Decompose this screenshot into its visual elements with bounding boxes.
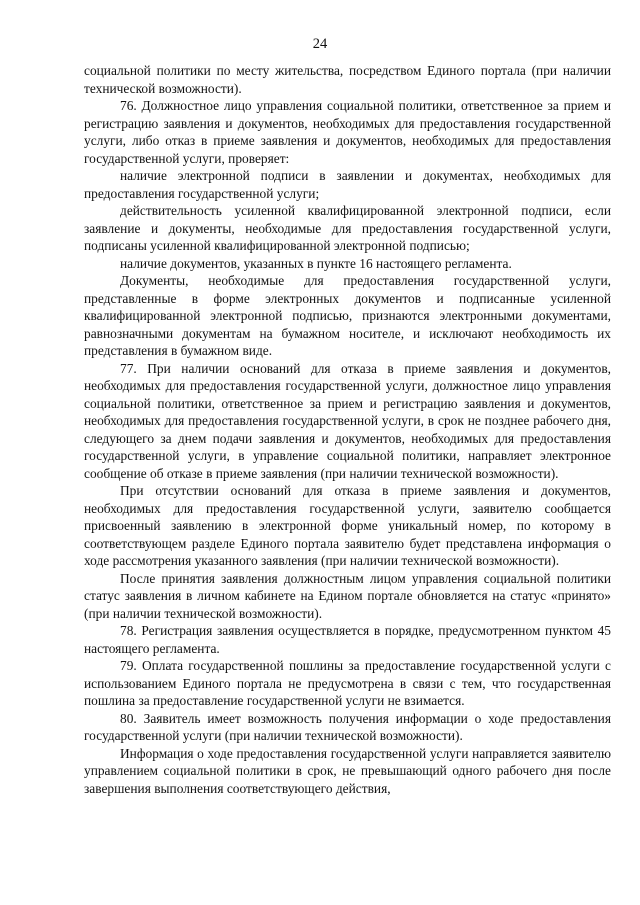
paragraph-76: 76. Должностное лицо управления социальной политики, ответственное за прием и регистрацию заявления и документов, необходимых для предоставления государственной услуги, либо отказ в приеме заявления и документов, необходимых для предоставления государственной услуги, проверяет: [84,98,611,166]
paragraph-check-signature: наличие электронной подписи в заявлении и документах, необходимых для предоставления государственной услуги; [84,168,611,201]
paragraph-80: 80. Заявитель имеет возможность получения информации о ходе предоставления государственной услуги (при наличии технической возможности). [84,710,611,743]
paragraph-77: 77. При наличии оснований для отказа в приеме заявления и документов, необходимых для предоставления государственной услуги, должностное лицо управления социальной политики, ответственное за прием и регистрацию заявления и документов, необходимых для предоставления государственной услуги, в срок не позднее рабочего дня, следующего за днем подачи заявления и документов, необходимых для предоставления государственной услуги, в управление социальной политики, направляет электронное сообщение об отказе в приеме заявления (при наличии технической возможности). [84,360,611,481]
page-number: 24 [312,36,328,52]
paragraph-status-accepted: После принятия заявления должностным лицом управления социальной политики статус заявления в личном кабинете на Едином портале обновляется на статус «принято» (при наличии технической возможности). [84,570,611,621]
paragraph-check-documents: наличие документов, указанных в пункте 16 настоящего регламента. [120,255,512,271]
paragraph-progress-info: Информация о ходе предоставления государственной услуги направляется заявителю управлением социальной политики в срок, не превышающий одного рабочего дня после завершения выполнения соответствующего действия, [84,745,611,796]
paragraph-78: 78. Регистрация заявления осуществляется в порядке, предусмотренном пунктом 45 настоящего регламента. [84,623,611,656]
paragraph-79: 79. Оплата государственной пошлины за предоставление государственной услуги с использованием Единого портала не предусмотрена в связи с тем, что государственная пошлина за предоставление государственной услуги не взимается. [84,658,611,708]
paragraph-electronic-documents: Документы, необходимые для предоставления государственной услуги, представленные в форме электронных документов и подписанные усиленной квалифицированной электронной подписью, признаются электронными документами, равнозначными документам на бумажном носителе, и исключают необходимость их представления в бумажном виде. [84,273,611,358]
paragraph-check-validity: действительность усиленной квалифицированной электронной подписи, если заявление и документы, необходимые для предоставления государственной услуги, подписаны усиленной квалифицированной электронной подписью; [84,203,611,253]
document-body [84,62,611,797]
paragraph-continuation: социальной политики по месту жительства, посредством Единого портала (при наличии технической возможности). [84,63,611,96]
paragraph-no-refusal: При отсутствии оснований для отказа в приеме заявления и документов, необходимых для предоставления государственной услуги, заявителю сообщается присвоенный заявлению в электронной форме уникальный номер, по которому в соответствующем разделе Единого портала заявителю будет представлена информация о ходе рассмотрения указанного заявления (при наличии технической возможности). [84,483,611,568]
